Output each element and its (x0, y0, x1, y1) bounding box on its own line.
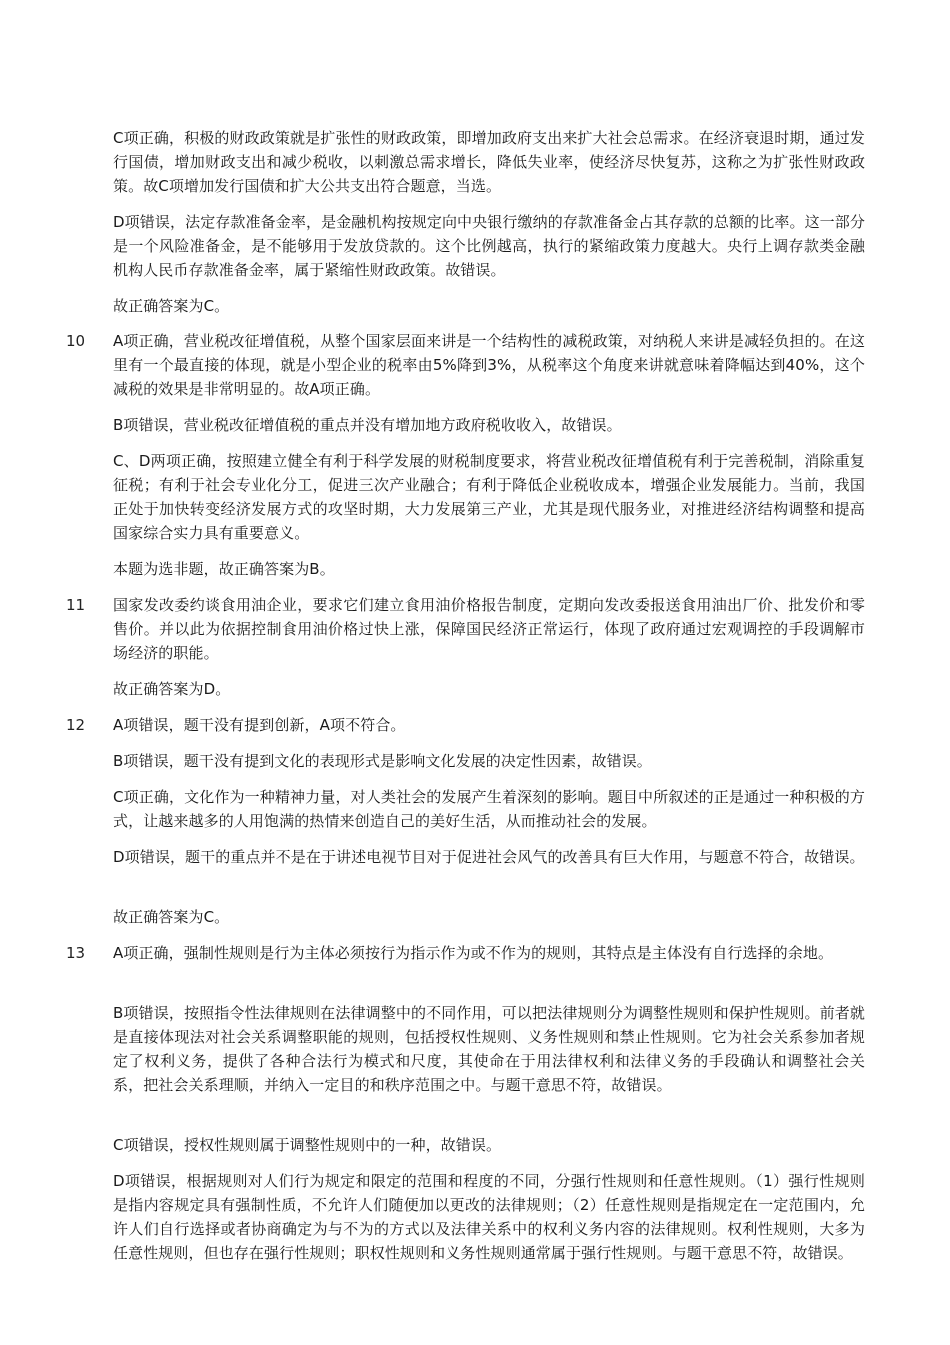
explanation-paragraph: D项错误，根据规则对人们行为规定和限定的范围和程度的不同，分强行性规则和任意性规则。（1）强行性规则是指内容规定具有强制性质，不允许人们随便加以更改的法律规则；（2）任意性规则是指规定在一定范围内，允许人们自行选择或者协商确定为与不为的方式以及法律关系中的权利义务内容的法律规则。权利性规则，大多为任意性规则，但也存在强行性规则；职权性规则和义务性规则通常属于强行性规则。与题干意思不符，故错误。 (113, 1172, 865, 1262)
question-number: 13 (66, 944, 86, 962)
explanation-paragraph: C项正确，积极的财政政策就是扩张性的财政政策，即增加政府支出来扩大社会总需求。在经济衰退时期，通过发行国债，增加财政支出和减少税收，以刺激总需求增长，降低失业率，使经济尽快复苏，这称之为扩张性财政政策。故C项增加发行国债和扩大公共支出符合题意，当选。 (113, 129, 865, 195)
explanation-paragraph: A项正确，营业税改征增值税，从整个国家层面来讲是一个结构性的减税政策，对纳税人来讲是减轻负担的。在这里有一个最直接的体现，就是小型企业的税率由5%降到3%，从税率这个角度来讲就意味着降幅达到40%，这个减税的效果是非常明显的。故A项正确。 (113, 332, 865, 398)
explanation-paragraph: C、D两项正确，按照建立健全有利于科学发展的财税制度要求，将营业税改征增值税有利于完善税制，消除重复征税；有利于社会专业化分工，促进三次产业融合；有利于降低企业税收成本，增强企业发展能力。当前，我国正处于加快转变经济发展方式的攻坚时期，大力发展第三产业，尤其是现代服务业，对推进经济结构调整和提高国家综合实力具有重要意义。 (113, 452, 865, 542)
explanation-paragraph: D项错误，法定存款准备金率，是金融机构按规定向中央银行缴纳的存款准备金占其存款的总额的比率。这一部分是一个风险准备金，是不能够用于发放贷款的。这个比例越高，执行的紧缩政策力度越大。央行上调存款类金融机构人民币存款准备金率，属于紧缩性财政政策。故错误。 (113, 213, 865, 279)
question-number: 10 (66, 332, 86, 350)
explanation-paragraph: C项正确，文化作为一种精神力量，对人类社会的发展产生着深刻的影响。题目中所叙述的正是通过一种积极的方式，让越来越多的人用饱满的热情来创造自己的美好生活，从而推动社会的发展。 (113, 788, 865, 830)
explanation-paragraph: B项错误，题干没有提到文化的表现形式是影响文化发展的决定性因素，故错误。 (113, 752, 652, 770)
explanation-paragraph: B项错误，营业税改征增值税的重点并没有增加地方政府税收收入，故错误。 (113, 416, 622, 434)
answer-line: 本题为选非题，故正确答案为B。 (113, 560, 335, 578)
explanation-paragraph: A项错误，题干没有提到创新，A项不符合。 (113, 716, 406, 734)
answer-line: 故正确答案为C。 (113, 908, 230, 926)
answer-line: 故正确答案为C。 (113, 297, 230, 315)
question-number: 11 (66, 596, 86, 614)
answer-line: 故正确答案为D。 (113, 680, 231, 698)
explanation-paragraph: D项错误，题干的重点并不是在于讲述电视节目对于促进社会风气的改善具有巨大作用，与题意不符合，故错误。 (113, 848, 865, 866)
question-number: 12 (66, 716, 86, 734)
explanation-paragraph: C项错误，授权性规则属于调整性规则中的一种，故错误。 (113, 1136, 502, 1154)
explanation-paragraph: A项正确，强制性规则是行为主体必须按行为指示作为或不作为的规则，其特点是主体没有自行选择的余地。 (113, 944, 834, 962)
explanation-paragraph: B项错误，按照指令性法律规则在法律调整中的不同作用，可以把法律规则分为调整性规则和保护性规则。前者就是直接体现法对社会关系调整职能的规则，包括授权性规则、义务性规则和禁止性规则。它为社会关系参加者规定了权利义务，提供了各种合法行为模式和尺度，其使命在于用法律权利和法律义务的手段确认和调整社会关系，把社会关系理顺，并纳入一定目的和秩序范围之中。与题干意思不符，故错误。 (113, 1004, 865, 1094)
explanation-paragraph: 国家发改委约谈食用油企业，要求它们建立食用油价格报告制度，定期向发改委报送食用油出厂价、批发价和零售价。并以此为依据控制食用油价格过快上涨，保障国民经济正常运行，体现了政府通过宏观调控的手段调解市场经济的职能。 (113, 596, 865, 662)
